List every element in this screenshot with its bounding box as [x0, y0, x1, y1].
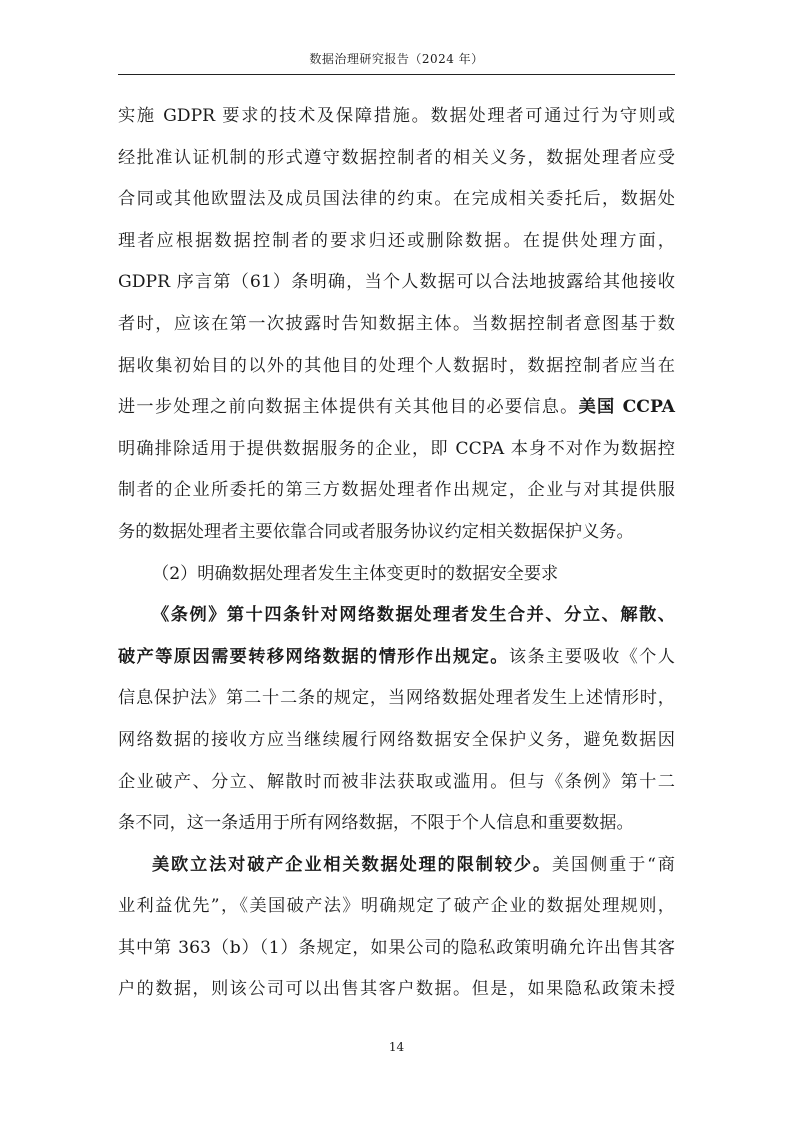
text-line [118, 928, 675, 970]
page-footer [0, 1040, 793, 1054]
text-segment: 该条主要吸收《个人 [508, 646, 675, 667]
text-line [118, 96, 675, 138]
bold-text-segment: 美欧立法对破产企业相关数据处理的限制较少。 [152, 854, 552, 875]
text-segment: 务的数据处理者主要依靠合同或者服务协议约定相关数据保护义务。 [118, 521, 634, 542]
header-title: 数据治理研究报告（2024 年） [309, 52, 484, 66]
text-segment: 据收集初始目的以外的其他目的处理个人数据时，数据控制者应当在 [118, 355, 675, 376]
text-segment: 制者的企业所委托的第三方数据处理者作出规定，企业与对其提供服 [118, 480, 675, 501]
body-text [118, 96, 675, 1011]
text-segment: 明确排除适用于提供数据服务的企业，即 CCPA 本身不对作为数据控 [118, 438, 675, 459]
text-segment: 理者应根据数据控制者的要求归还或删除数据。在提供处理方面， [118, 230, 675, 251]
text-line [118, 138, 675, 180]
text-segment: 进一步处理之前向数据主体提供有关其他目的必要信息。 [118, 397, 579, 418]
text-line [118, 221, 675, 263]
bold-text-segment: 美国 CCPA [578, 397, 675, 418]
text-line [118, 637, 675, 679]
text-line [118, 678, 675, 720]
text-line [118, 554, 675, 596]
text-segment: 企业破产、分立、解散时而被非法获取或滥用。但与《条例》第十二 [118, 771, 675, 792]
text-segment: GDPR 序言第（61）条明确，当个人数据可以合法地披露给其他接收 [118, 272, 675, 293]
text-line [118, 762, 675, 804]
text-segment: 合同或其他欧盟法及成员国法律的约束。在完成相关委托后，数据处 [118, 189, 675, 210]
text-line [118, 595, 675, 637]
text-segment: 业利益优先”，《美国破产法》明确规定了破产企业的数据处理规则， [118, 896, 675, 917]
text-line [118, 886, 675, 928]
text-line [118, 720, 675, 762]
text-line [118, 512, 675, 554]
bold-text-segment: 《条例》第十四条针对网络数据处理者发生合并、分立、解散、 [152, 605, 675, 626]
running-header [118, 44, 675, 75]
text-line [118, 429, 675, 471]
text-line [118, 969, 675, 1011]
text-segment: 网络数据的接收方应当继续履行网络数据安全保护义务，避免数据因 [118, 729, 675, 750]
text-line [118, 803, 675, 845]
text-segment: 条不同，这一条适用于所有网络数据，不限于个人信息和重要数据。 [118, 813, 634, 834]
text-line [118, 262, 675, 304]
bold-text-segment: 破产等原因需要转移网络数据的情形作出规定。 [118, 646, 509, 667]
text-line [118, 304, 675, 346]
text-segment: 其中第 363（b）（1）条规定，如果公司的隐私政策明确允许出售其客 [118, 937, 675, 958]
text-line [118, 179, 675, 221]
text-line [118, 470, 675, 512]
text-line [118, 346, 675, 388]
text-segment: 美国侧重于“商 [551, 854, 675, 875]
text-segment: 经批准认证机制的形式遵守数据控制者的相关义务，数据处理者应受 [118, 147, 675, 168]
text-line [118, 845, 675, 887]
page-number: 14 [388, 1040, 405, 1054]
text-segment: 实施 GDPR 要求的技术及保障措施。数据处理者可通过行为守则或 [118, 106, 675, 126]
text-segment: 者时，应该在第一次披露时告知数据主体。当数据控制者意图基于数 [118, 313, 675, 334]
text-segment: （2）明确数据处理者发生主体变更时的数据安全要求 [152, 563, 559, 584]
text-segment: 户的数据，则该公司可以出售其客户数据。但是，如果隐私政策未授 [118, 979, 675, 1000]
text-line [118, 387, 675, 429]
text-segment: 信息保护法》第二十二条的规定，当网络数据处理者发生上述情形时， [118, 688, 675, 709]
